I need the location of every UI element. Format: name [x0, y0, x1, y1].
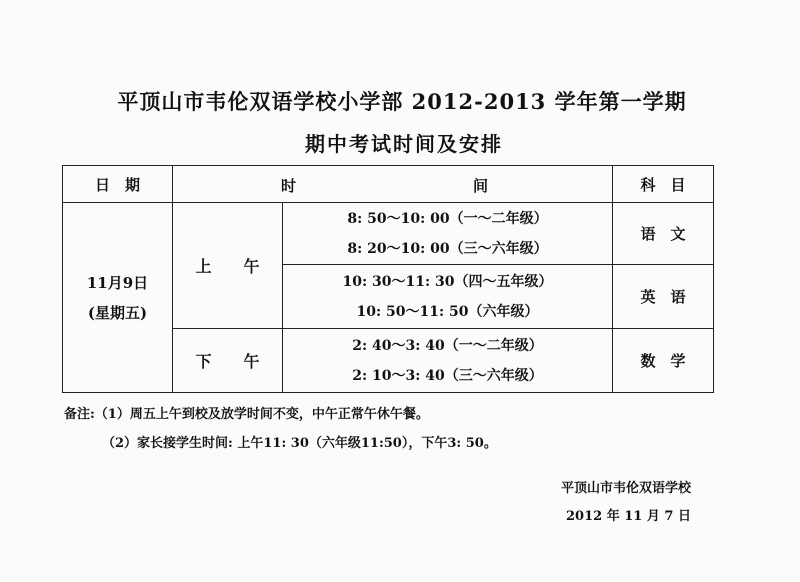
period-afternoon: 下 午	[173, 329, 283, 393]
document-title: 平顶山市韦伦双语学校小学部 2012-2013 学年第一学期	[117, 89, 687, 114]
date-cell	[63, 203, 173, 393]
header-date: 日 期	[63, 166, 173, 203]
time-slot-line: 10: 50～11: 50（六年级）	[356, 303, 539, 320]
time-slot-english	[283, 265, 613, 329]
header-subject: 科 目	[613, 166, 714, 203]
exam-schedule-table	[62, 165, 714, 393]
subject-english: 英 语	[613, 265, 714, 329]
note-line-2: （2）家长接学生时间: 上午11: 30（六年级11:50），下午3: 50。	[102, 436, 497, 451]
subject-chinese: 语 文	[613, 203, 714, 265]
header-time-char-2: 间	[473, 177, 489, 195]
table-header-row	[63, 166, 714, 203]
time-slot-chinese	[283, 203, 613, 265]
time-slot-line: 10: 30～11: 30（四～五年级）	[342, 273, 553, 290]
date-value: 11月9日	[86, 273, 149, 292]
period-morning: 上 午	[173, 203, 283, 329]
subject-math: 数 学	[613, 329, 714, 393]
time-slot-line: 8: 20～10: 00（三～六年级）	[347, 240, 548, 257]
time-slot-line: 8: 50～10: 00（一～二年级）	[347, 210, 548, 227]
note-line-1: 备注:（1）周五上午到校及放学时间不变，中午正常午休午餐。	[64, 407, 429, 422]
table-row	[63, 203, 714, 265]
time-slot-math	[283, 329, 613, 393]
weekday-value: (星期五)	[87, 303, 148, 322]
header-time	[173, 166, 613, 203]
time-slot-line: 2: 10～3: 40（三～六年级）	[352, 367, 543, 384]
header-time-char-1: 时	[281, 177, 297, 195]
time-slot-line: 2: 40～3: 40（一～二年级）	[352, 337, 543, 354]
signature-date: 2012 年 11 月 7 日	[566, 509, 691, 524]
signature-school: 平顶山市韦伦双语学校	[561, 481, 692, 496]
document-subtitle: 期中考试时间及安排	[305, 132, 503, 156]
